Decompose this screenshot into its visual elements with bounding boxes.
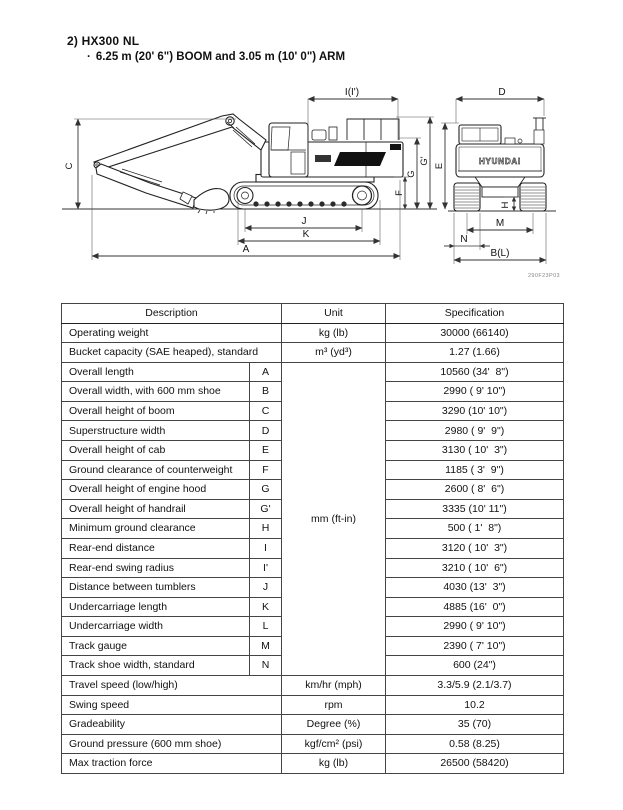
code-cell: F — [250, 460, 282, 480]
desc-cell: Undercarriage width — [62, 617, 250, 637]
dim-label-n: N — [460, 234, 468, 245]
desc-cell: Overall height of engine hood — [62, 480, 250, 500]
dim-label-c: C — [64, 162, 75, 170]
code-cell: G — [250, 480, 282, 500]
code-cell: H — [250, 519, 282, 539]
code-cell: I' — [250, 558, 282, 578]
table-row — [62, 675, 564, 695]
dim-label-f: F — [394, 190, 405, 196]
dimensions-diagram — [0, 80, 623, 295]
desc-cell: Ground clearance of counterweight — [62, 460, 250, 480]
desc-cell: Overall height of handrail — [62, 499, 250, 519]
desc-cell: Swing speed — [62, 695, 282, 715]
spec-cell: 0.58 (8.25) — [386, 734, 564, 754]
bullet-glyph: · — [87, 51, 91, 63]
code-cell: G' — [250, 499, 282, 519]
spec-cell: 3290 (10' 10") — [386, 401, 564, 421]
desc-cell: Gradeability — [62, 715, 282, 735]
spec-cell: 10.2 — [386, 695, 564, 715]
desc-cell: Rear-end distance — [62, 538, 250, 558]
desc-cell: Track shoe width, standard — [62, 656, 250, 676]
dim-label-g: G — [406, 170, 417, 178]
table-row — [62, 323, 564, 343]
spec-cell: 3210 ( 10' 6") — [386, 558, 564, 578]
spec-cell: 10560 (34' 8") — [386, 362, 564, 382]
desc-cell: Ground pressure (600 mm shoe) — [62, 734, 282, 754]
desc-cell: Minimum ground clearance — [62, 519, 250, 539]
spec-cell: 600 (24") — [386, 656, 564, 676]
desc-cell: Max traction force — [62, 754, 282, 774]
unit-cell: m³ (yd³) — [282, 343, 386, 363]
desc-cell: Overall width, with 600 mm shoe — [62, 382, 250, 402]
configuration-subtitle — [67, 51, 345, 63]
spec-cell: 3130 ( 10' 3") — [386, 441, 564, 461]
dim-label-j: J — [301, 216, 307, 227]
table-row — [62, 734, 564, 754]
code-cell: C — [250, 401, 282, 421]
desc-cell: Overall height of boom — [62, 401, 250, 421]
dim-label-a: A — [242, 244, 250, 255]
excavator-rear-view — [448, 118, 556, 211]
desc-cell: Bucket capacity (SAE heaped), standard — [62, 343, 282, 363]
dim-label-k: K — [302, 229, 310, 240]
spec-cell: 2600 ( 8' 6") — [386, 480, 564, 500]
desc-cell: Overall length — [62, 362, 250, 382]
spec-cell: 1185 ( 3' 9") — [386, 460, 564, 480]
spec-cell: 3.3/5.9 (2.1/3.7) — [386, 675, 564, 695]
spec-cell: 3335 (10' 11") — [386, 499, 564, 519]
dim-label-h: H — [500, 201, 511, 209]
drawing-code: 290F23P03 — [527, 273, 560, 279]
spec-cell: 2990 ( 9' 10") — [386, 617, 564, 637]
table-row — [62, 695, 564, 715]
code-cell: E — [250, 441, 282, 461]
code-cell: N — [250, 656, 282, 676]
code-cell: K — [250, 597, 282, 617]
unit-cell: kgf/cm² (psi) — [282, 734, 386, 754]
header-unit: Unit — [282, 304, 386, 324]
specification-table — [61, 303, 564, 774]
desc-cell: Rear-end swing radius — [62, 558, 250, 578]
table-row — [62, 754, 564, 774]
table-row — [62, 343, 564, 363]
code-cell: D — [250, 421, 282, 441]
excavator-side-view — [62, 114, 437, 214]
dimension-unit-cell: mm (ft-in) — [282, 362, 386, 675]
spec-cell: 4885 (16' 0") — [386, 597, 564, 617]
desc-cell: Undercarriage length — [62, 597, 250, 617]
dim-label-b: B(L) — [490, 248, 510, 259]
dim-label-d: D — [498, 87, 506, 98]
code-cell: I — [250, 538, 282, 558]
dim-label-m: M — [495, 218, 505, 229]
dim-label-g-prime: G' — [419, 156, 430, 166]
desc-cell: Track gauge — [62, 636, 250, 656]
spec-cell: 30000 (66140) — [386, 323, 564, 343]
unit-cell: rpm — [282, 695, 386, 715]
title-block — [67, 34, 345, 63]
unit-cell: km/hr (mph) — [282, 675, 386, 695]
desc-cell: Overall height of cab — [62, 441, 250, 461]
table-row — [62, 715, 564, 735]
unit-cell: kg (lb) — [282, 323, 386, 343]
dim-label-e: E — [434, 162, 445, 170]
code-cell: A — [250, 362, 282, 382]
hyundai-logo-text: HYUNDAI — [478, 157, 522, 166]
boom-arm-config: 6.25 m (20' 6") BOOM and 3.05 m (10' 0") ARM — [95, 51, 346, 63]
spec-cell: 2390 ( 7' 10") — [386, 636, 564, 656]
spec-cell: 3120 ( 10' 3") — [386, 538, 564, 558]
spec-cell: 26500 (58420) — [386, 754, 564, 774]
spec-cell: 4030 (13' 3") — [386, 578, 564, 598]
spec-cell: 2980 ( 9' 9") — [386, 421, 564, 441]
header-description: Description — [62, 304, 282, 324]
dim-label-i: I(I') — [344, 87, 360, 98]
desc-cell: Distance between tumblers — [62, 578, 250, 598]
spec-cell: 500 ( 1' 8") — [386, 519, 564, 539]
desc-cell: Superstructure width — [62, 421, 250, 441]
code-cell: B — [250, 382, 282, 402]
desc-cell: Operating weight — [62, 323, 282, 343]
model-title: 2) HX300 NL — [67, 34, 140, 48]
header-specification: Specification — [386, 304, 564, 324]
code-cell: M — [250, 636, 282, 656]
spec-cell: 35 (70) — [386, 715, 564, 735]
desc-cell: Travel speed (low/high) — [62, 675, 282, 695]
code-cell: L — [250, 617, 282, 637]
unit-cell: kg (lb) — [282, 754, 386, 774]
table-row — [62, 362, 564, 382]
spec-cell: 1.27 (1.66) — [386, 343, 564, 363]
table-header-row — [62, 304, 564, 324]
spec-cell: 2990 ( 9' 10") — [386, 382, 564, 402]
unit-cell: Degree (%) — [282, 715, 386, 735]
code-cell: J — [250, 578, 282, 598]
